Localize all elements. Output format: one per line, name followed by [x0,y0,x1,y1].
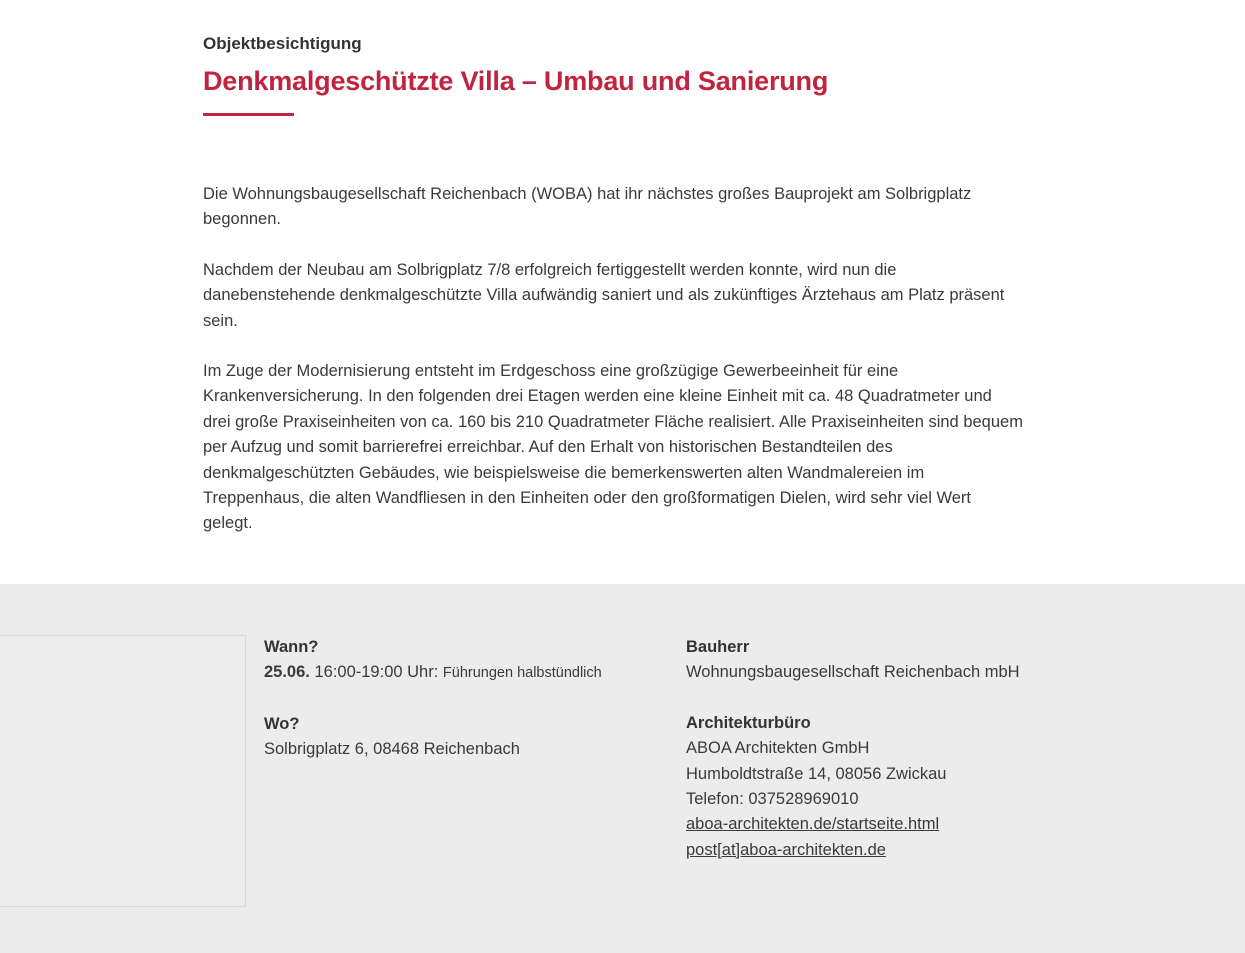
title-underline [203,113,294,116]
article-body [203,182,1023,537]
client-name: Wohnungsbaugesellschaft Reichenbach mbH [686,663,1020,682]
image-placeholder [0,635,246,907]
article [0,0,1023,537]
when-block [264,635,664,687]
architect-label: Architekturbüro [686,713,811,732]
where-label: Wo? [264,714,300,733]
paragraph-intro: Die Wohnungsbaugesellschaft Reichenbach (WOBA) hat ihr nächstes großes Bauprojekt am Solbrigplatz begonnen. [203,185,972,229]
architect-phone: Telefon: 037528969010 [686,790,859,809]
when-value [264,660,664,686]
architect-block [686,711,1206,863]
paragraph-neubau: Nachdem der Neubau am Solbrigplatz 7/8 erfolgreich fertiggestellt werden konnte, wird nun die danebenstehende denkmalgeschützte Villa aufwändig saniert und als zukünftiges Ärztehaus am Platz präsent sein. [203,260,1005,330]
client-block [686,635,1206,686]
architect-website-link[interactable]: aboa-architekten.de/startseite.html [686,815,940,834]
when-note: Führungen halbstündlich [442,665,602,682]
architect-email-link[interactable]: post[at]aboa-architekten.de [686,840,886,859]
when-time: 16:00-19:00 Uhr: [314,663,439,682]
event-details [264,635,664,788]
client-label: Bauherr [686,638,750,656]
paragraph-modernisierung: Im Zuge der Modernisierung entsteht im Erdgeschoss eine großzügige Gewerbeeinheit für eine Krankenversicherung. In den folgenden drei Etagen werden eine kleine Einheit mit ca. 48 Quadratmeter und drei große Praxiseinheiten von ca. 160 bis 210 Quadratmeter Fläche realisiert. Alle Praxiseinheiten sind bequem per Aufzug und somit barrierefrei erreichbar. Auf den Erhalt von historischen Bestandteilen des denkmalgeschützten Gebäudes, wie beispielsweise die bemerkenswerten alten Wandmalereien im Treppenhaus, die alten Wandfliesen in den Einheiten oder den großformatigen Dielen, wird sehr viel Wert gelegt. [203,362,1023,533]
when-date: 25.06. [264,663,310,682]
kicker: Objektbesichtigung [203,34,362,53]
page-title: Denkmalgeschützte Villa – Umbau und Sanierung [203,66,829,96]
architect-name: ABOA Architekten GmbH [686,739,870,758]
info-section [0,584,1245,953]
where-block [264,712,664,763]
architect-street: Humboldtstraße 14, 08056 Zwickau [686,764,947,783]
where-address: Solbrigplatz 6, 08468 Reichenbach [264,740,520,759]
when-label: Wann? [264,638,319,656]
project-details [686,635,1206,888]
